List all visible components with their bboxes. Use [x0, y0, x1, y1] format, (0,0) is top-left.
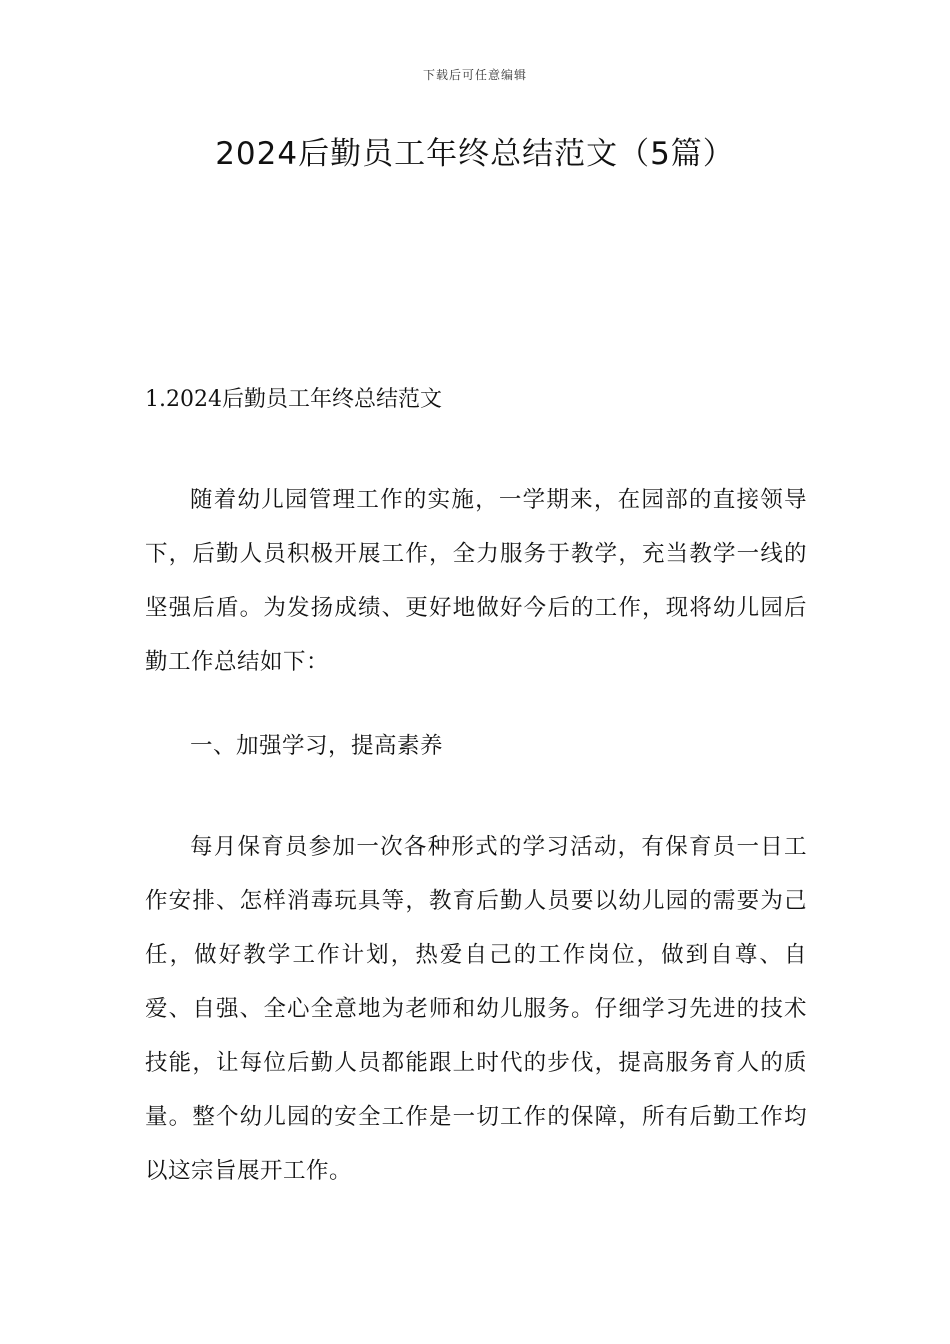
header-note: 下载后可任意编辑 — [422, 68, 527, 82]
body-paragraph-2: 每月保育员参加一次各种形式的学习活动，有保育员一日工作安排、怎样消毒玩具等，教育后勤人员要以幼儿园的需要为己任，做好教学工作计划，热爱自己的工作岗位，做到自尊、自爱、自强、全心全意地为老师和幼儿服务。仔细学习先进的技术技能，让每位后勤人员都能跟上时代的步伐，提高服务育人的质量。整个幼儿园的安全工作是一切工作的保障，所有后勤工作均以这宗旨展开工作。 — [145, 834, 807, 1184]
subheading: 一、加强学习，提高素养 — [190, 733, 444, 759]
document-title: 2024后勤员工年终总结范文（5篇） — [215, 136, 735, 172]
body-paragraph-1: 随着幼儿园管理工作的实施，一学期来，在园部的直接领导下，后勤人员积极开展工作，全力服务于教学，充当教学一线的坚强后盾。为发扬成绩、更好地做好今后的工作，现将幼儿园后勤工作总结如下： — [145, 487, 807, 675]
section-heading: 1.2024后勤员工年终总结范文 — [145, 387, 442, 412]
